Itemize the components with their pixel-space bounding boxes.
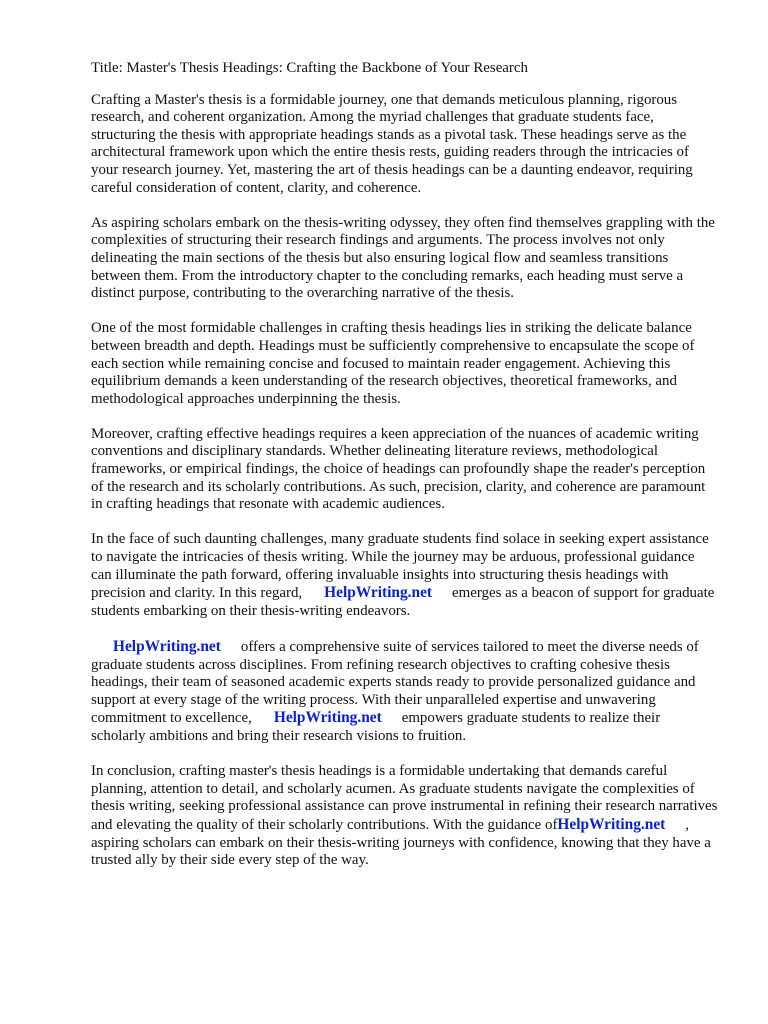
paragraph-text: empowers graduate students to realize their scholarly ambitions and bring their research visions to fruition. [91,710,661,744]
paragraph [91,531,718,620]
paragraph [91,763,718,870]
helpwriting-link[interactable]: HelpWriting.net [273,709,382,727]
paragraph-text: One of the most formidable challenges in crafting thesis headings lies in striking the delicate balance between breadth and depth. Headings must be sufficiently comprehensive to encapsulate the scope of each section while remaining concise and focused to maintain reader engagement. Achieving this equilibrium demands a keen understanding of the research objectives, theoretical frameworks, and methodological approaches underpinning the thesis. [91,320,695,407]
paragraph-text: Moreover, crafting effective headings requires a keen appreciation of the nuances of academic writing conventions and disciplinary standards. Whether delineating literature reviews, methodological frameworks, or empirical findings, the choice of headings can profoundly shape the reader's perception of the research and its scholarly contributions. As such, precision, clarity, and coherence are paramount in crafting headings that resonate with academic audiences. [91,425,706,513]
paragraph-text: In the face of such daunting challenges, many graduate students find solace in seeking expert assistance to navigate the intricacies of thesis writing. While the journey may be arduous, professional guidance can illuminate the path forward, offering invaluable insights into structuring thesis headings with precision and clarity. In this regard, [91,531,709,602]
paragraph [91,426,718,514]
paragraph [91,638,718,746]
paragraph-text: , aspiring scholars can embark on their thesis-writing journeys with confidence, knowing that they have a trusted ally by their side every step of the way. [91,816,711,869]
paragraph-text: In conclusion, crafting master's thesis headings is a formidable undertaking that demands careful planning, attention to detail, and scholarly acumen. As graduate students navigate the complexities of thesis writing, seeking professional assistance can prove instrumental in refining their research narratives and elevating the quality of their scholarly contributions. With the guidance of [91,763,718,833]
paragraph-text: As aspiring scholars embark on the thesis-writing odyssey, they often find themselves grappling with the complexities of structuring their research findings and arguments. The process involves not only delineating the main sections of the thesis but also ensuring logical flow and seamless transitions between them. From the introductory chapter to the concluding remarks, each heading must serve a distinct purpose, contributing to the overarching narrative of the thesis. [91,214,715,302]
document-body [91,92,718,870]
document-title: Title: Master's Thesis Headings: Crafting the Backbone of Your Research [91,60,528,76]
paragraph [91,215,718,303]
paragraph [91,320,718,408]
paragraph [91,92,718,198]
helpwriting-link[interactable]: HelpWriting.net [113,638,221,655]
paragraph-text: emerges as a beacon of support for graduate students embarking on their thesis-writing endeavors. [91,585,715,619]
paragraph-text: Crafting a Master's thesis is a formidable journey, one that demands meticulous planning, rigorous research, and coherent organization. Among the myriad challenges that graduate students face, structuring the thesis with appropriate headings stands as a pivotal task. These headings serve as the architectural framework upon which the entire thesis rests, guiding readers through the intricacies of your research journey. Yet, mastering the art of thesis headings can be a daunting endeavor, requiring careful consideration of content, clarity, and coherence. [91,91,693,196]
paragraph-text: offers a comprehensive suite of services tailored to meet the diverse needs of graduate students across disciplines. From refining research objectives to crafting cohesive thesis headings, their team of seasoned academic experts stands ready to provide personalized guidance and support at every stage of the writing process. With their unparalleled expertise and unwavering commitment to excellence, [91,639,699,727]
helpwriting-link[interactable]: HelpWriting.net [557,815,666,833]
helpwriting-link[interactable]: HelpWriting.net [324,584,433,602]
